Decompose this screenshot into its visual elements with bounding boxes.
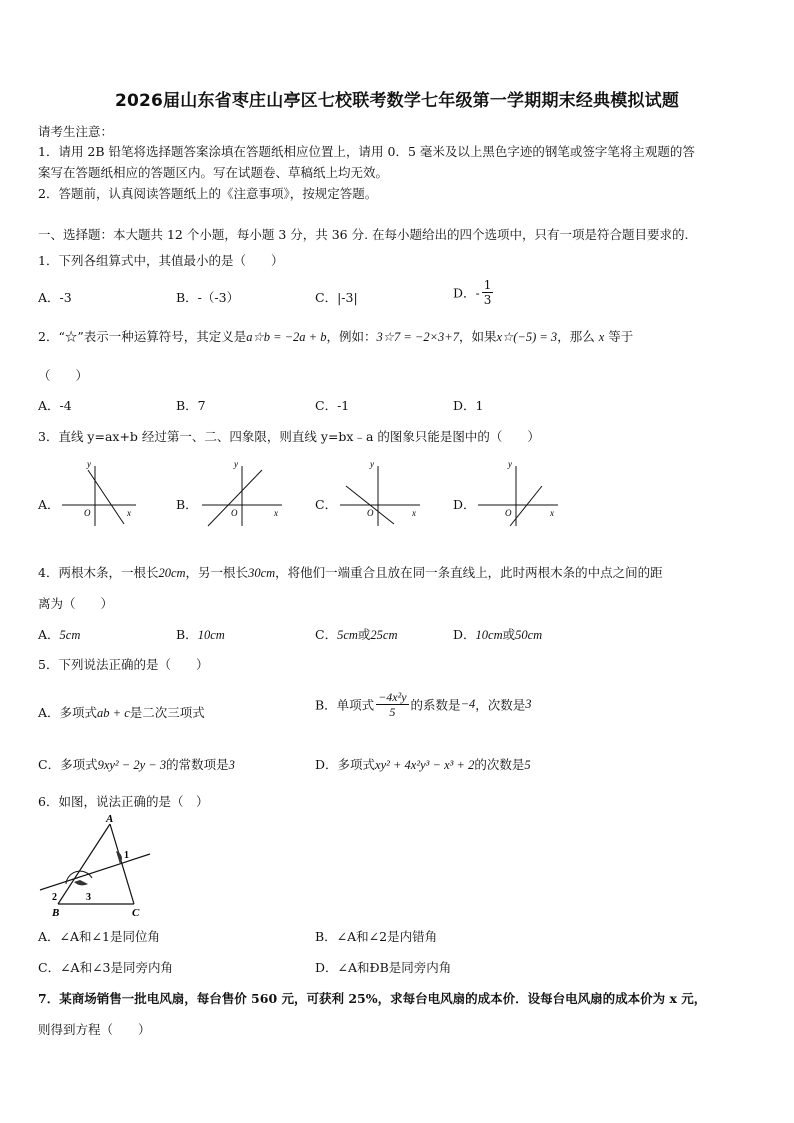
section-heading: 一、选择题：本大题共 12 个小题，每小题 3 分，共 36 分. 在每小题给出的四个选项中，只有一项是符合题目要求的. (38, 227, 689, 242)
option-text: ，次数是 (475, 697, 526, 713)
option-value: 10cm (197, 628, 225, 642)
option-label: A． (38, 627, 60, 642)
q2-stem (38, 327, 633, 345)
q4-stem (38, 563, 663, 581)
q3-graph-a (58, 458, 140, 528)
q2-text-5: 等于 (608, 329, 634, 344)
q3-graph-d (474, 458, 564, 528)
q6-option-d: D．∠A和ÐB是同旁内角 (315, 960, 452, 975)
vertex-c-label: C (132, 907, 140, 919)
graph-line (88, 470, 124, 524)
origin-label: O (367, 508, 374, 518)
axis-y-label: y (508, 459, 512, 469)
q6-stem: 6．如图，说法正确的是（ ） (38, 794, 209, 809)
vertex-a-label: A (106, 813, 114, 825)
option-text: A．多项式 (38, 705, 98, 720)
option-text: 是二次三项式 (129, 705, 205, 720)
q4-length-2: 30cm (248, 566, 276, 580)
axis-x-label: x (412, 508, 416, 518)
q3-option-a-label: A． (38, 497, 60, 512)
q2-option-d: D．1 (453, 398, 484, 413)
option-value: 5 (524, 758, 531, 772)
q6-option-b: B．∠A和∠2是内错角 (315, 929, 438, 944)
axis-x-label: x (550, 508, 554, 518)
q2-condition: x☆(−5) = 3 (496, 330, 558, 344)
q4-option-a (38, 625, 80, 643)
q1-option-d (453, 278, 495, 307)
fraction-numerator: −4x²y (378, 690, 407, 704)
q3-stem: 3．直线 y=ax+b 经过第一、二、四象限，则直线 y=bx﹣a 的图象只能是图中的（ ） (38, 429, 540, 444)
option-expression: 9xy² − 2y − 3 (97, 758, 167, 772)
option-coefficient: −4 (460, 697, 476, 711)
q2-text-2: ，例如： (326, 329, 377, 344)
q6-triangle-figure (36, 812, 166, 920)
angle-1-label: 1 (124, 850, 129, 861)
q2-option-a: A．-4 (38, 398, 72, 413)
q1-option-d-fraction (482, 278, 494, 307)
q1-option-c: C．|-3| (315, 290, 358, 305)
q1-option-d-label: D．- (453, 285, 480, 301)
fraction-numerator: 1 (483, 278, 492, 292)
origin-label: O (505, 508, 512, 518)
q1-stem: 1．下列各组算式中，其值最小的是（ ） (38, 253, 284, 268)
option-text: 的常数项是 (166, 757, 229, 772)
fraction-denominator: 5 (389, 705, 396, 719)
q1-option-a: A．-3 (38, 290, 72, 305)
q7-stem-cont: 则得到方程（ ） (38, 1022, 151, 1037)
q4-stem-cont: 离为（ ） (38, 596, 114, 611)
origin-label: O (84, 508, 91, 518)
q4-option-b (176, 625, 225, 643)
q2-text-4: ，那么 (557, 329, 595, 344)
q6-option-a: A．∠A和∠1是同位角 (38, 929, 160, 944)
option-value-2: 50cm (515, 628, 543, 642)
q4-text-1: 4．两根木条，一根长 (38, 565, 159, 580)
vertex-b-label: B (52, 907, 60, 919)
q6-option-c: C．∠A和∠3是同旁内角 (38, 960, 173, 975)
axis-y-label: y (370, 459, 374, 469)
side-ab (58, 824, 110, 904)
q4-option-d (453, 625, 542, 643)
q2-text-3: ，如果 (458, 329, 497, 344)
q1-option-b: B．-（-3） (176, 290, 240, 305)
option-value: 3 (228, 758, 235, 772)
q3-option-b-label: B． (176, 497, 198, 512)
q4-text-2: ，另一根长 (185, 565, 249, 580)
q2-option-c: C．-1 (315, 398, 350, 413)
option-or: 或 (502, 627, 516, 642)
graph-line (510, 486, 542, 526)
notice-item-1: 1．请用 2B 铅笔将选择题答案涂填在答题纸相应位置上，请用 0．5 毫米及以上黑色字迹的钢笔或签字笔将主观题的答 (38, 144, 695, 159)
option-value-2: 25cm (370, 628, 398, 642)
notice-item-2: 2．答题前，认真阅读答题纸上的《注意事项》，按规定答题。 (38, 186, 378, 201)
q4-text-3: ，将他们一端重合且放在同一条直线上，此时两根木条的中点之间的距 (275, 565, 663, 580)
option-value-1: 5cm (337, 628, 358, 642)
option-label: C． (315, 627, 338, 642)
angle-3-mark (74, 880, 88, 885)
option-or: 或 (357, 627, 371, 642)
side-ac (110, 824, 134, 904)
option-expression: ab + c (97, 706, 130, 720)
transversal-line (40, 854, 150, 890)
q3-option-d-label: D． (453, 497, 476, 512)
axis-x-label: x (127, 508, 131, 518)
q5-stem: 5．下列说法正确的是（ ） (38, 657, 209, 672)
axis-y-label: y (234, 459, 238, 469)
q7-stem: 7．某商场销售一批电风扇，每台售价 560 元，可获利 25%，求每台电风扇的成本价．设每台电风扇的成本价为 x 元， (38, 991, 707, 1006)
option-fraction (376, 690, 408, 719)
q4-option-c (315, 625, 398, 643)
exam-title: 2026届山东省枣庄山亭区七校联考数学七年级第一学期期末经典模拟试题 (114, 91, 680, 111)
option-text: 的系数是 (410, 697, 461, 713)
notice-heading: 请考生注意： (38, 124, 114, 139)
q2-answer-blank: （ ） (38, 368, 89, 383)
option-value: 5cm (59, 628, 81, 642)
axis-x-label: x (274, 508, 278, 518)
option-text: D．多项式 (315, 757, 376, 772)
notice-item-1-cont: 案写在答题纸相应的答题区内。写在试题卷、草稿纸上均无效。 (38, 165, 389, 180)
option-text: 的次数是 (474, 757, 525, 772)
q5-option-c (38, 755, 235, 773)
q2-option-b: B．7 (176, 398, 206, 413)
q5-option-a (38, 703, 205, 721)
option-label: D． (453, 627, 476, 642)
angle-3-label: 3 (86, 892, 91, 903)
option-text: C．多项式 (38, 757, 98, 772)
q3-graph-b (198, 458, 288, 528)
axis-y-label: y (87, 459, 91, 469)
q5-option-d (315, 755, 531, 773)
origin-label: O (231, 508, 238, 518)
q3-graph-c (336, 458, 426, 528)
q2-example: 3☆7 = −2×3+7 (376, 330, 459, 344)
q4-length-1: 20cm (158, 566, 186, 580)
option-label: B． (176, 627, 198, 642)
q3-option-c-label: C． (315, 497, 338, 512)
q2-variable: x (598, 330, 605, 344)
option-value-1: 10cm (475, 628, 503, 642)
q5-option-b (315, 690, 532, 719)
option-degree: 3 (525, 697, 532, 711)
angle-2-label: 2 (52, 892, 57, 903)
fraction-denominator: 3 (483, 293, 492, 307)
q2-text-1: 2．“☆”表示一种运算符号，其定义是 (38, 329, 247, 344)
q2-definition: a☆b = −2a + b (246, 330, 327, 344)
option-text: B．单项式 (315, 697, 375, 713)
option-expression: xy² + 4x²y³ − x³ + 2 (375, 758, 475, 772)
